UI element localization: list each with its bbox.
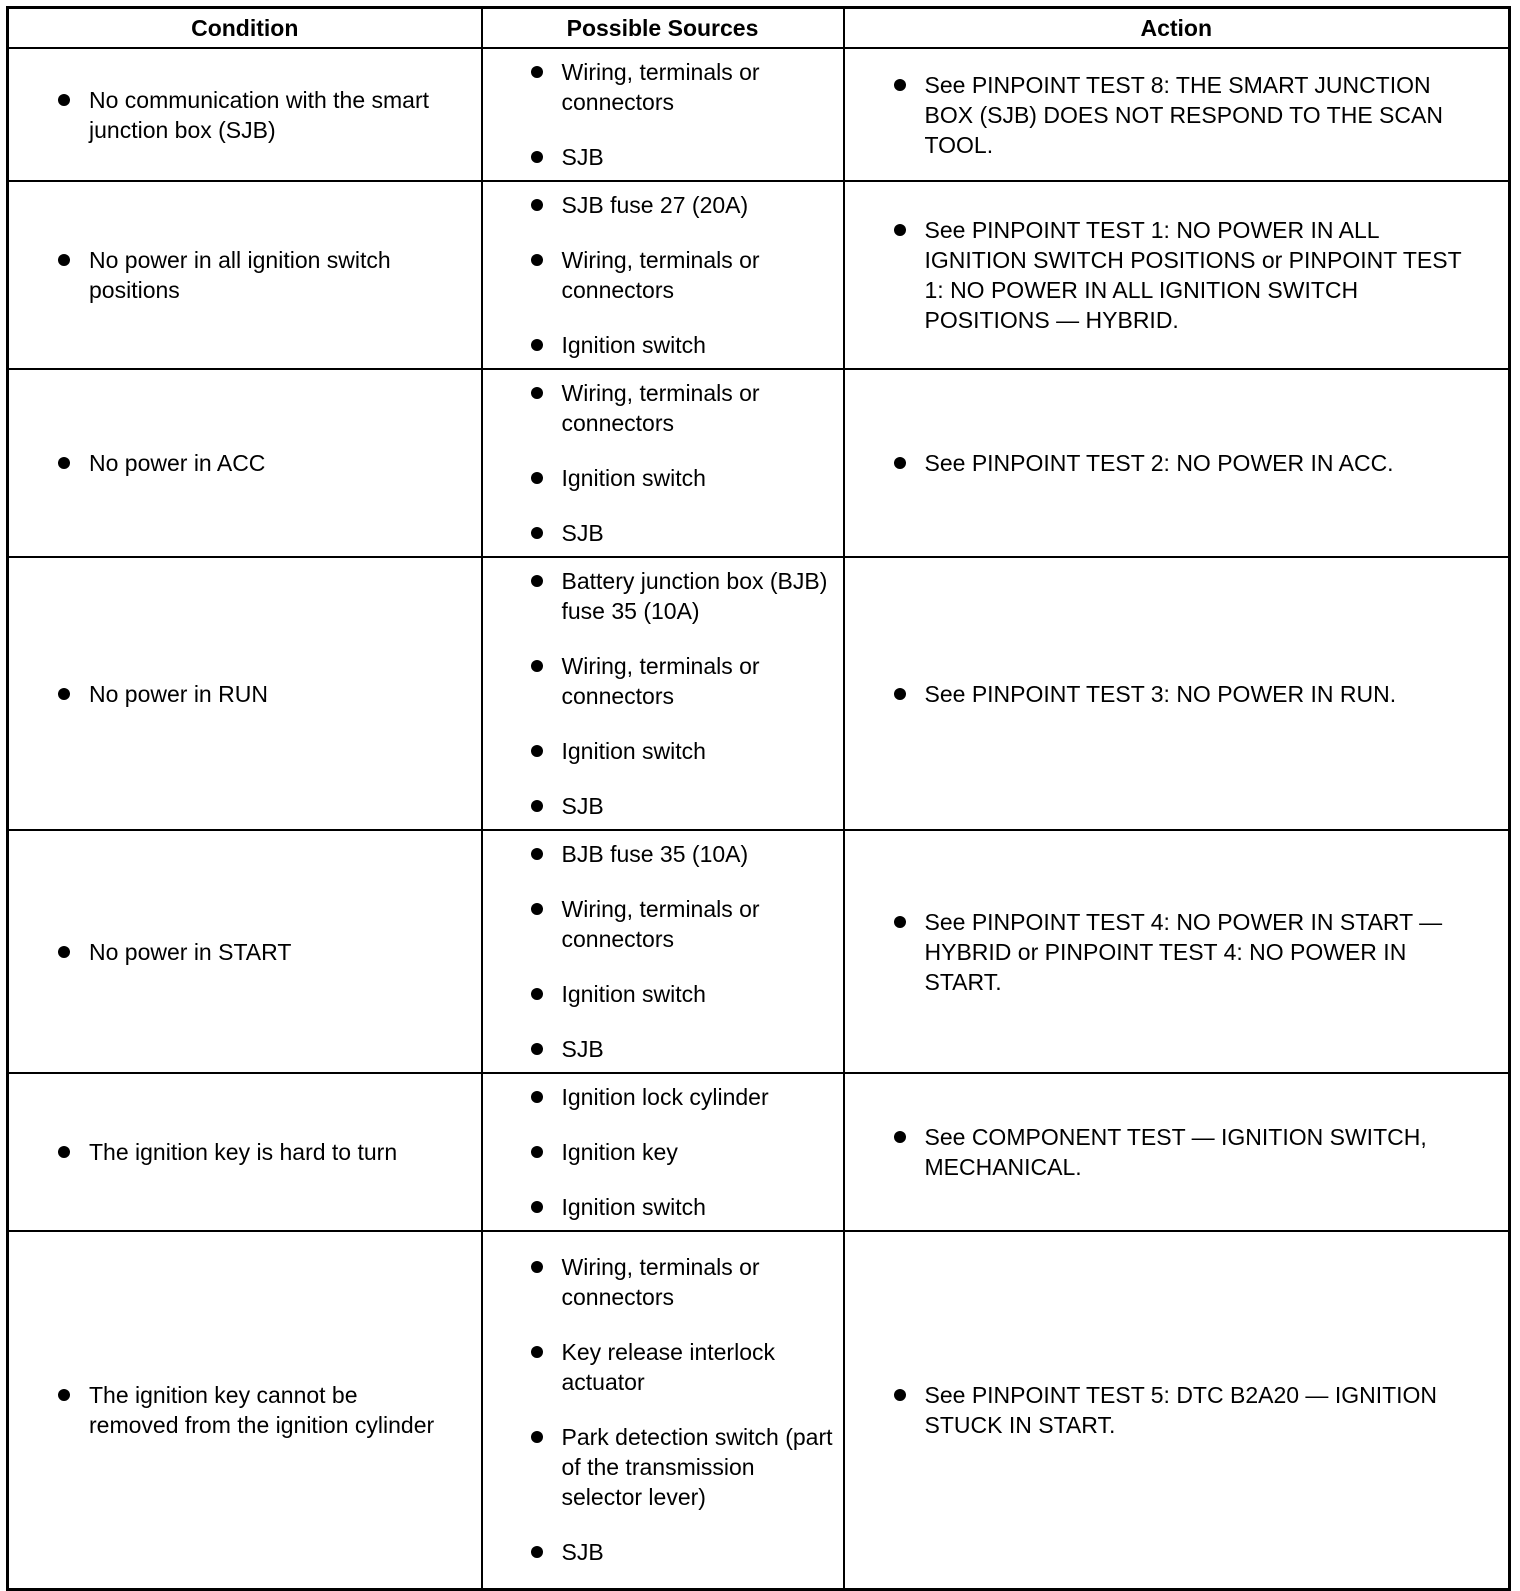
header-row [8, 8, 1510, 49]
sources-cell [482, 181, 844, 369]
source-item: Wiring, terminals or connectors [561, 380, 760, 436]
source-item: Key release interlock actuator [561, 1339, 775, 1396]
action-text: See PINPOINT TEST 5: DTC B2A20 — IGNITION STUCK IN START. [924, 1381, 1438, 1438]
source-item: Ignition switch [561, 981, 706, 1007]
action-cell [844, 48, 1510, 181]
bullet-icon [531, 1201, 543, 1213]
bullet-icon [531, 527, 543, 539]
bullet-icon [58, 688, 70, 700]
bullet-icon [58, 94, 70, 106]
sources-cell [482, 1231, 844, 1589]
bullet-icon [894, 79, 906, 91]
source-item: Park detection switch (part of the transmission selector lever) [561, 1424, 833, 1511]
bullet-icon [531, 1091, 543, 1103]
table-row [8, 830, 1510, 1073]
condition-cell [8, 48, 482, 181]
bullet-icon [531, 1261, 543, 1273]
header-condition: Condition [8, 8, 482, 49]
condition-cell [8, 557, 482, 830]
condition-text: No power in all ignition switch positions [89, 247, 391, 303]
source-item: SJB [561, 1036, 604, 1062]
bullet-icon [531, 472, 543, 484]
source-item: Ignition switch [561, 738, 706, 764]
action-text: See PINPOINT TEST 1: NO POWER IN ALL IGNITION SWITCH POSITIONS or PINPOINT TEST 1: NO POWER IN ALL IGNITION SWITCH POSITIONS — HYBRID. [924, 217, 1462, 333]
bullet-icon [58, 457, 70, 469]
bullet-icon [894, 688, 906, 700]
condition-cell [8, 830, 482, 1073]
table-row [8, 181, 1510, 369]
source-item: SJB [561, 1539, 604, 1566]
table-row [8, 557, 1510, 830]
source-item: Battery junction box (BJB) fuse 35 (10A) [561, 568, 828, 624]
action-cell [844, 181, 1510, 369]
bullet-icon [531, 848, 543, 860]
bullet-icon [531, 254, 543, 266]
action-cell [844, 557, 1510, 830]
source-item: BJB fuse 35 (10A) [561, 841, 749, 867]
bullet-icon [531, 339, 543, 351]
bullet-icon [531, 387, 543, 399]
source-item: Ignition switch [561, 1194, 706, 1220]
source-item: Wiring, terminals or connectors [561, 896, 760, 952]
bullet-icon [531, 660, 543, 672]
condition-text: No communication with the smart junction box (SJB) [89, 86, 430, 143]
source-item: SJB [561, 144, 604, 170]
source-item: Ignition key [561, 1139, 678, 1165]
bullet-icon [531, 800, 543, 812]
condition-text: No power in ACC [89, 450, 266, 476]
header-action: Action [844, 8, 1510, 49]
bullet-icon [58, 1146, 70, 1158]
bullet-icon [531, 745, 543, 757]
table-row [8, 1073, 1510, 1231]
condition-cell [8, 181, 482, 369]
bullet-icon [894, 1131, 906, 1143]
source-item: Wiring, terminals or connectors [561, 653, 760, 709]
action-text: See PINPOINT TEST 3: NO POWER IN RUN. [924, 680, 1397, 707]
bullet-icon [531, 199, 543, 211]
bullet-icon [58, 1389, 70, 1401]
table-row [8, 369, 1510, 557]
action-text: See COMPONENT TEST — IGNITION SWITCH, MECHANICAL. [924, 1124, 1427, 1180]
condition-text: The ignition key cannot be removed from the ignition cylinder [89, 1381, 435, 1438]
bullet-icon [531, 66, 543, 78]
action-text: See PINPOINT TEST 8: THE SMART JUNCTION BOX (SJB) DOES NOT RESPOND TO THE SCAN TOOL. [924, 71, 1443, 158]
condition-text: The ignition key is hard to turn [89, 1139, 398, 1165]
bullet-icon [894, 457, 906, 469]
sources-cell [482, 1073, 844, 1231]
source-item: Wiring, terminals or connectors [561, 1254, 760, 1311]
condition-cell [8, 1073, 482, 1231]
source-item: Ignition lock cylinder [561, 1084, 769, 1110]
table-row [8, 1231, 1510, 1589]
source-item: SJB [561, 793, 604, 819]
action-cell [844, 830, 1510, 1073]
bullet-icon [894, 224, 906, 236]
bullet-icon [531, 988, 543, 1000]
source-item: SJB fuse 27 (20A) [561, 192, 749, 218]
header-possible-sources: Possible Sources [482, 8, 844, 49]
sources-cell [482, 830, 844, 1073]
diagnosis-table [6, 6, 1511, 1591]
bullet-icon [531, 903, 543, 915]
action-cell [844, 1231, 1510, 1589]
condition-text: No power in START [89, 938, 292, 965]
sources-cell [482, 369, 844, 557]
condition-text: No power in RUN [89, 680, 268, 707]
sources-cell [482, 557, 844, 830]
source-item: Wiring, terminals or connectors [561, 247, 760, 303]
bullet-icon [531, 1431, 543, 1443]
bullet-icon [894, 916, 906, 928]
condition-cell [8, 369, 482, 557]
condition-cell [8, 1231, 482, 1589]
bullet-icon [531, 1546, 543, 1558]
bullet-icon [894, 1389, 906, 1401]
source-item: Wiring, terminals or connectors [561, 59, 760, 115]
bullet-icon [531, 575, 543, 587]
bullet-icon [531, 151, 543, 163]
table-row [8, 48, 1510, 181]
bullet-icon [531, 1146, 543, 1158]
sources-cell [482, 48, 844, 181]
action-cell [844, 369, 1510, 557]
action-text: See PINPOINT TEST 4: NO POWER IN START — HYBRID or PINPOINT TEST 4: NO POWER IN START. [924, 908, 1443, 995]
action-text: See PINPOINT TEST 2: NO POWER IN ACC. [924, 450, 1394, 476]
source-item: Ignition switch [561, 332, 706, 358]
bullet-icon [58, 946, 70, 958]
bullet-icon [531, 1043, 543, 1055]
bullet-icon [58, 254, 70, 266]
source-item: Ignition switch [561, 465, 706, 491]
action-cell [844, 1073, 1510, 1231]
bullet-icon [531, 1346, 543, 1358]
source-item: SJB [561, 520, 604, 546]
